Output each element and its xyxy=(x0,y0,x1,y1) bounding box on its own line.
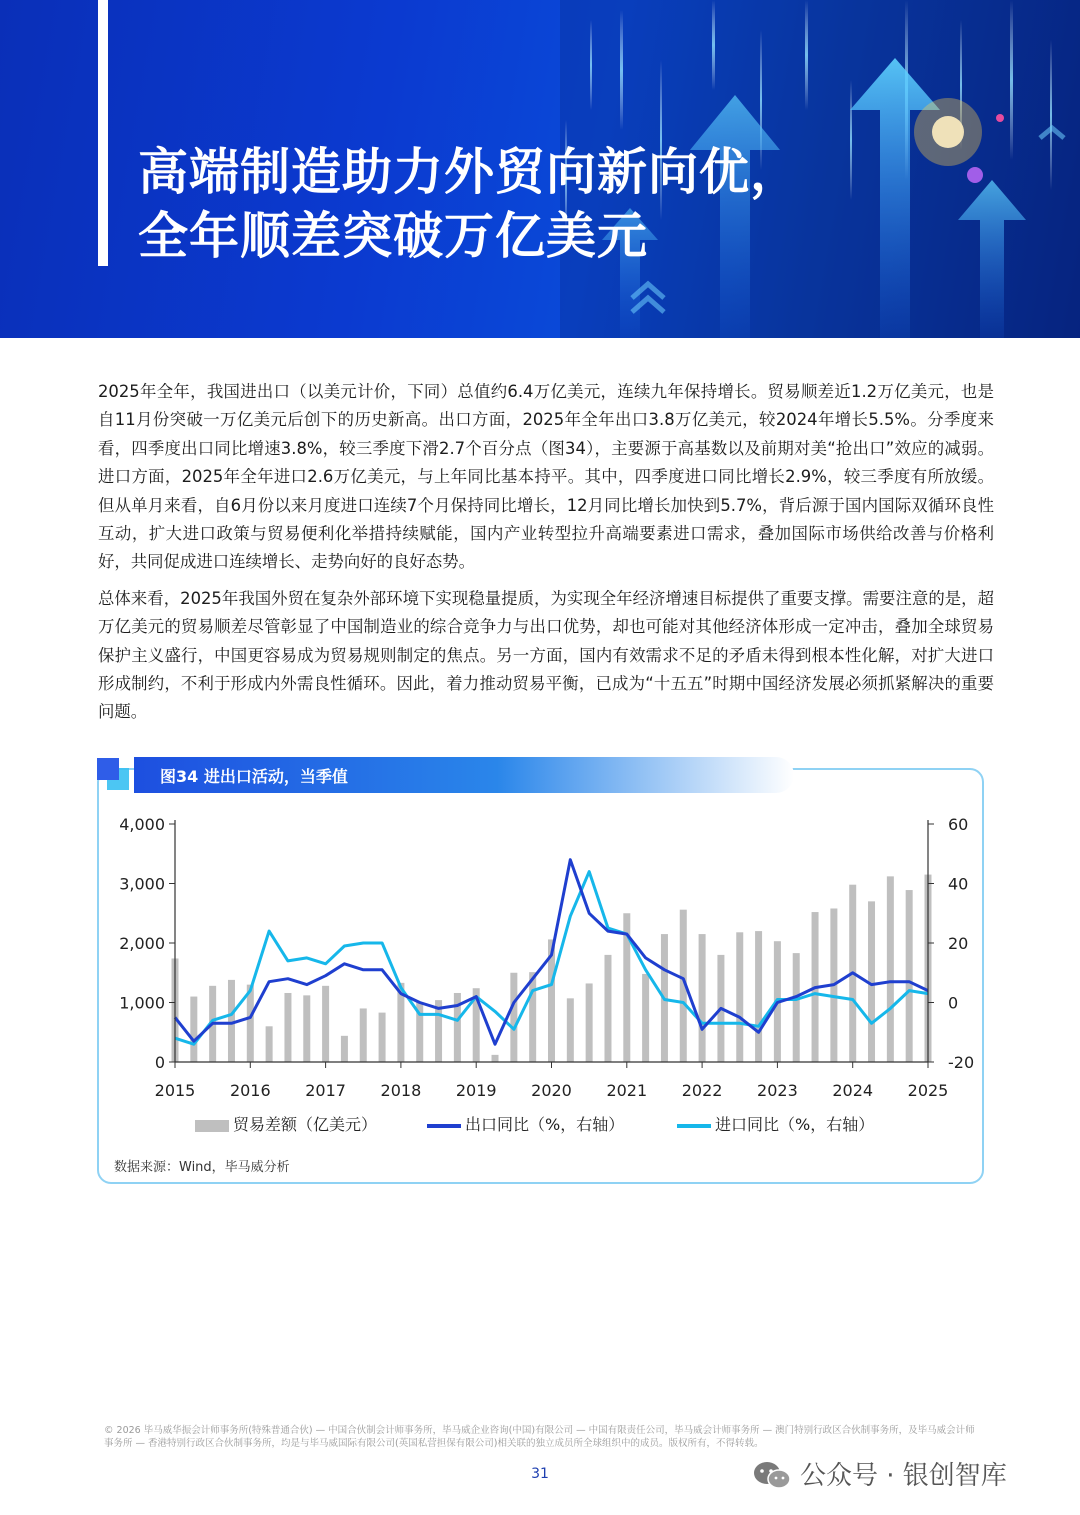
x-tick-label: 2019 xyxy=(455,1081,497,1100)
paragraph-2: 总体来看，2025年我国外贸在复杂外部环境下实现稳量提质，为实现全年经济增速目标提供了重要支撑。需要注意的是，超万亿美元的贸易顺差尽管彰显了中国制造业的综合竞争力与出口优势，却也可能对其他经济体形成一定冲击，叠加全球贸易保护主义盛行，中国更容易成为贸易规则制定的焦点。另一方面，国内有效需求不足的矛盾未得到根本性化解，对扩大进口形成制约，不利于形成内外需良性循环。因此，着力推动贸易平衡，已成为“十五五”时期中国经济发展必须抓紧解决的重要问题。 xyxy=(98,588,994,722)
x-tick-label: 2018 xyxy=(380,1081,422,1100)
hero-banner xyxy=(0,0,1080,338)
bar-trade-balance xyxy=(567,998,574,1062)
figure-title: 图34 进出口活动，当季值 xyxy=(160,767,348,786)
wechat-icon xyxy=(752,1459,792,1491)
bar-trade-balance xyxy=(510,973,517,1062)
title-line-1: 高端制造助力外贸向新向优， xyxy=(138,143,801,201)
trade-chart xyxy=(100,800,980,1110)
copyright-note: © 2026 毕马威华振会计师事务所(特殊普通合伙) — 中国合伙制会计师事务所，毕马威企业咨询(中国)有限公司 — 中国有限责任公司，毕马威会计师事务所 — 澳门特别行政区合伙制事务所，及毕马威会计师事务所 — 香港特别行政区合伙制事务所，均是与毕马威国际有限公司(英国私营担保有限公司)相关联的独立成员所全球组织中的成员。版权所有，不得转载。 xyxy=(104,1425,975,1449)
bar-trade-balance xyxy=(247,985,254,1062)
legend-label-import: 进口同比（%，右轴） xyxy=(715,1115,875,1134)
bar-trade-balance xyxy=(793,953,800,1062)
page-number: 31 xyxy=(531,1466,549,1482)
bar-trade-balance xyxy=(642,974,649,1062)
bar-trade-balance xyxy=(887,876,894,1062)
legend-swatch-export xyxy=(427,1124,461,1128)
bar-trade-balance xyxy=(190,997,197,1062)
legend-swatch-bar xyxy=(195,1120,229,1132)
y-right-tick-label: 20 xyxy=(948,934,969,953)
bar-trade-balance xyxy=(228,980,235,1062)
legend-item-import xyxy=(677,1112,874,1135)
bar-trade-balance xyxy=(604,955,611,1062)
y-right-tick-label: 0 xyxy=(948,993,959,1013)
y-right-tick-label: 40 xyxy=(948,874,969,894)
legend-item-export xyxy=(427,1112,624,1135)
bar-trade-balance xyxy=(736,932,743,1062)
bar-trade-balance xyxy=(529,972,536,1062)
title-line-2: 全年顺差突破万亿美元 xyxy=(138,207,648,265)
x-tick-label: 2021 xyxy=(606,1081,648,1100)
x-tick-label: 2017 xyxy=(305,1081,346,1100)
page-title xyxy=(138,140,801,268)
bar-trade-balance xyxy=(341,1036,348,1062)
x-tick-label: 2015 xyxy=(154,1081,196,1100)
bar-trade-balance xyxy=(586,983,593,1062)
x-tick-label: 2024 xyxy=(832,1081,874,1100)
figure-decor-square-dark xyxy=(97,758,119,780)
y-left-tick-label: 3,000 xyxy=(119,874,165,894)
x-tick-label: 2020 xyxy=(531,1081,572,1100)
legend-label-export: 出口同比（%，右轴） xyxy=(465,1115,625,1134)
y-right-tick-label: 60 xyxy=(948,815,969,834)
x-tick-label: 2016 xyxy=(229,1081,271,1100)
legend-item-trade-balance xyxy=(195,1112,377,1135)
paragraph-1: 2025年全年，我国进出口（以美元计价，下同）总值约6.4万亿美元，连续九年保持增长。贸易顺差近1.2万亿美元，也是自11月份突破一万亿美元后创下的历史新高。出口方面，2025年全年出口3.8万亿美元，较2024年增长5.5%。分季度来看，四季度出口同比增速3.8%，较三季度下滑2.7个百分点（图34），主要源于高基数以及前期对美“抢出口”效应的减弱。进口方面，2025年全年进口2.6万亿美元，与上年同比基本持平。其中，四季度进口同比增长2.9%，较三季度有所放缓。但从单月来看，自6月份以来月度进口连续7个月保持同比增长，12月同比增长加快到5.7%，背后源于国内国际双循环良性互动，扩大进口政策与贸易便利化举措持续赋能，国内产业转型拉升高端要素进口需求，叠加国际市场供给改善与价格利好，共同促成进口连续增长、走势向好的良好态势。 xyxy=(98,382,994,572)
bar-trade-balance xyxy=(379,1013,386,1062)
bar-trade-balance xyxy=(266,1026,273,1062)
y-left-tick-label: 2,000 xyxy=(119,934,165,953)
y-left-tick-label: 1,000 xyxy=(119,993,165,1013)
y-right-tick-label: -20 xyxy=(948,1053,975,1072)
bar-trade-balance xyxy=(906,890,913,1062)
bar-trade-balance xyxy=(284,993,291,1062)
legend-swatch-import xyxy=(677,1124,711,1128)
y-left-tick-label: 0 xyxy=(154,1053,165,1072)
bar-trade-balance xyxy=(322,986,329,1062)
watermark-text: 公众号 · 银创智库 xyxy=(800,1461,1007,1491)
bar-trade-balance xyxy=(755,931,762,1062)
hero-accent-bar xyxy=(98,0,108,266)
bar-trade-balance xyxy=(360,1008,367,1062)
x-tick-label: 2025 xyxy=(907,1081,949,1100)
x-tick-label: 2022 xyxy=(681,1081,723,1100)
y-left-tick-label: 4,000 xyxy=(119,815,165,834)
legend-label-trade-balance: 贸易差额（亿美元） xyxy=(233,1115,378,1134)
bar-trade-balance xyxy=(492,1055,499,1062)
figure-source: 数据来源：Wind，毕马威分析 xyxy=(114,1160,290,1175)
bar-trade-balance xyxy=(699,934,706,1062)
article-body xyxy=(98,378,994,735)
bar-trade-balance xyxy=(303,995,310,1062)
x-tick-label: 2023 xyxy=(757,1081,798,1100)
